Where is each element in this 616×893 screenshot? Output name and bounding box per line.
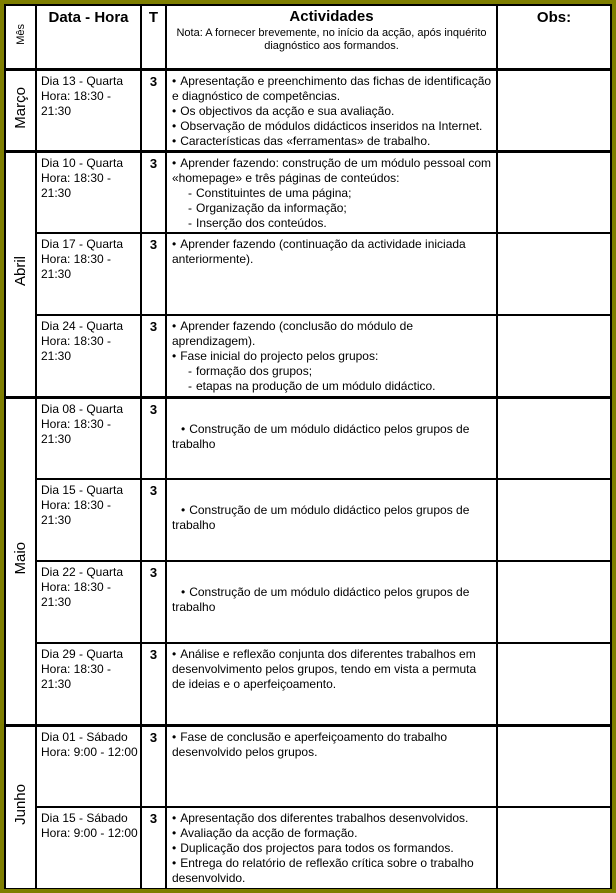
hours-count: 3 [141, 69, 166, 151]
month-label: Junho [12, 784, 29, 826]
activities-note: Nota: A fornecer brevemente, no início da acção, após inquérito diagnóstico aos formandos. [176, 27, 487, 52]
bullet-icon: • [172, 729, 177, 744]
activity-line [172, 156, 492, 186]
bullet-icon: • [172, 118, 177, 133]
activity-text: Aprender fazendo: construção de um módulo pessoal com «homepage» e três páginas de conteúdos: [172, 155, 492, 185]
date-text: Dia 08 - Quarta [41, 401, 124, 416]
hours-count: 3 [141, 397, 166, 479]
schedule-row [5, 561, 611, 643]
bullet-icon: • [172, 811, 177, 825]
dash-icon: - [188, 364, 192, 378]
dash-icon: - [188, 215, 192, 230]
activity-text: Fase de conclusão e aperfeiçoamento do trabalho desenvolvido pelos grupos. [172, 729, 448, 759]
activity-text: Análise e reflexão conjunta dos diferentes trabalhos em desenvolvimento pelos grupos, tendo em vista a permuta de ideias e o aperfeiçoamento. [172, 647, 477, 691]
bullet-icon: • [181, 585, 186, 599]
column-header-obs: Obs: [497, 5, 611, 69]
activity-text: Apresentação dos diferentes trabalhos desenvolvidos. [180, 811, 469, 825]
activities-cell [166, 561, 497, 643]
date-cell [36, 479, 141, 561]
date-cell [36, 643, 141, 725]
obs-cell [497, 479, 611, 561]
obs-cell [497, 643, 611, 725]
activities-cell [166, 397, 497, 479]
hour-text: Hora: 18:30 - 21:30 [41, 498, 112, 527]
activity-line [172, 134, 492, 149]
hour-text: Hora: 18:30 - 21:30 [41, 580, 112, 609]
activities-title: Actividades [289, 8, 374, 25]
month-cell [5, 151, 36, 397]
date-cell [36, 807, 141, 889]
obs-cell [497, 397, 611, 479]
activity-line [172, 119, 492, 134]
activity-text: Aprender fazendo (continuação da actividade iniciada anteriormente). [172, 237, 466, 266]
hours-count: 3 [141, 479, 166, 561]
hours-count: 3 [141, 643, 166, 725]
bullet-icon: • [181, 421, 186, 436]
schedule-row [5, 315, 611, 397]
hours-count: 3 [141, 233, 166, 315]
hour-text: Hora: 9:00 - 12:00 [41, 744, 138, 759]
dash-icon: - [188, 185, 192, 200]
column-header-date: Data - Hora [36, 5, 141, 69]
hour-text: Hora: 18:30 - 21:30 [41, 88, 112, 118]
activity-line [172, 319, 492, 349]
hour-text: Hora: 18:30 - 21:30 [41, 662, 112, 691]
activity-subline [172, 201, 492, 216]
activity-text: Construção de um módulo didáctico pelos grupos de trabalho [172, 585, 470, 614]
activities-cell [166, 643, 497, 725]
obs-cell [497, 807, 611, 889]
activity-text: Avaliação da acção de formação. [180, 826, 358, 840]
date-text: Dia 01 - Sábado [41, 729, 128, 744]
activity-text: Constituintes de uma página; [196, 185, 352, 200]
hour-text: Hora: 18:30 - 21:30 [41, 416, 112, 446]
activities-cell [166, 233, 497, 315]
month-cell [5, 69, 36, 151]
activity-text: Características das «ferramentas» de trabalho. [180, 133, 431, 148]
bullet-icon: • [172, 237, 177, 251]
activity-text: Observação de módulos didácticos inseridos na Internet. [180, 118, 483, 133]
activity-line [172, 585, 492, 615]
date-text: Dia 22 - Quarta [41, 565, 124, 579]
date-cell [36, 151, 141, 233]
header-row [5, 5, 611, 69]
schedule-row [5, 725, 611, 807]
activity-text: Entrega do relatório de reflexão crítica sobre o trabalho desenvolvido. [172, 856, 474, 885]
hour-text: Hora: 18:30 - 21:30 [41, 252, 112, 281]
activity-line [172, 422, 492, 452]
hours-count: 3 [141, 561, 166, 643]
column-header-month [5, 5, 36, 69]
activity-line [172, 503, 492, 533]
hour-text: Hora: 18:30 - 21:30 [41, 334, 112, 363]
hour-text: Hora: 18:30 - 21:30 [41, 170, 112, 200]
date-cell [36, 233, 141, 315]
activities-cell [166, 479, 497, 561]
activity-line [172, 104, 492, 119]
date-text: Dia 15 - Sábado [41, 811, 128, 825]
hours-count: 3 [141, 315, 166, 397]
column-header-activities [166, 5, 497, 69]
activity-subline [172, 379, 492, 394]
bullet-icon: • [172, 841, 177, 855]
bullet-icon: • [172, 647, 177, 661]
dash-icon: - [188, 200, 192, 215]
activity-line [172, 811, 492, 826]
activity-line [172, 647, 492, 692]
activity-subline [172, 364, 492, 379]
date-text: Dia 17 - Quarta [41, 237, 124, 251]
schedule-row [5, 233, 611, 315]
obs-cell [497, 151, 611, 233]
bullet-icon: • [172, 856, 177, 870]
bullet-icon: • [181, 503, 186, 517]
activity-text: Construção de um módulo didáctico pelos grupos de trabalho [172, 503, 470, 532]
activities-cell [166, 69, 497, 151]
activity-text: Inserção dos conteúdos. [196, 215, 327, 230]
activities-cell [166, 151, 497, 233]
obs-cell [497, 725, 611, 807]
date-cell [36, 725, 141, 807]
obs-cell [497, 561, 611, 643]
schedule-row [5, 69, 611, 151]
schedule-row [5, 151, 611, 233]
bullet-icon: • [172, 349, 177, 363]
activity-line [172, 841, 492, 856]
schedule-row [5, 807, 611, 889]
obs-cell [497, 315, 611, 397]
activities-cell [166, 725, 497, 807]
activity-line [172, 856, 492, 886]
month-label: Abril [12, 256, 29, 287]
schedule-row [5, 479, 611, 561]
activity-text: formação dos grupos; [196, 364, 313, 378]
schedule-row [5, 397, 611, 479]
activity-text: Apresentação e preenchimento das fichas de identificação e diagnóstico de competências. [172, 73, 492, 103]
activity-text: Fase inicial do projecto pelos grupos: [180, 349, 379, 363]
bullet-icon: • [172, 73, 177, 88]
bullet-icon: • [172, 319, 177, 333]
activity-subline [172, 216, 492, 231]
date-text: Dia 24 - Quarta [41, 319, 124, 333]
column-header-t: T [141, 5, 166, 69]
obs-cell [497, 233, 611, 315]
bullet-icon: • [172, 103, 177, 118]
month-label: Março [12, 86, 29, 129]
hours-count: 3 [141, 151, 166, 233]
month-cell [5, 725, 36, 889]
month-cell [5, 397, 36, 725]
activities-cell [166, 807, 497, 889]
date-cell [36, 397, 141, 479]
date-text: Dia 10 - Quarta [41, 155, 124, 170]
activities-cell [166, 315, 497, 397]
dash-icon: - [188, 379, 192, 393]
bullet-icon: • [172, 826, 177, 840]
activity-line [172, 74, 492, 104]
date-text: Dia 29 - Quarta [41, 647, 124, 661]
schedule-row [5, 643, 611, 725]
activity-text: etapas na produção de um módulo didáctico. [196, 379, 436, 393]
date-cell [36, 561, 141, 643]
bullet-icon: • [172, 133, 177, 148]
date-text: Dia 15 - Quarta [41, 483, 124, 497]
activity-line [172, 237, 492, 267]
activity-text: Os objectivos da acção e sua avaliação. [180, 103, 395, 118]
month-label: Maio [12, 542, 29, 575]
activity-line [172, 826, 492, 841]
hour-text: Hora: 9:00 - 12:00 [41, 826, 138, 840]
hours-count: 3 [141, 725, 166, 807]
schedule-table [4, 4, 612, 890]
activity-text: Organização da informação; [196, 200, 347, 215]
bullet-icon: • [172, 155, 177, 170]
hours-count: 3 [141, 807, 166, 889]
date-text: Dia 13 - Quarta [41, 73, 124, 88]
activity-text: Duplicação dos projectos para todos os formandos. [180, 841, 454, 855]
date-cell [36, 69, 141, 151]
activity-text: Construção de um módulo didáctico pelos grupos de trabalho [172, 421, 470, 451]
obs-cell [497, 69, 611, 151]
activity-text: Aprender fazendo (conclusão do módulo de aprendizagem). [172, 319, 414, 348]
month-header-label: Mês [14, 23, 27, 45]
date-cell [36, 315, 141, 397]
activity-line [172, 349, 492, 364]
activity-subline [172, 186, 492, 201]
activity-line [172, 730, 492, 760]
